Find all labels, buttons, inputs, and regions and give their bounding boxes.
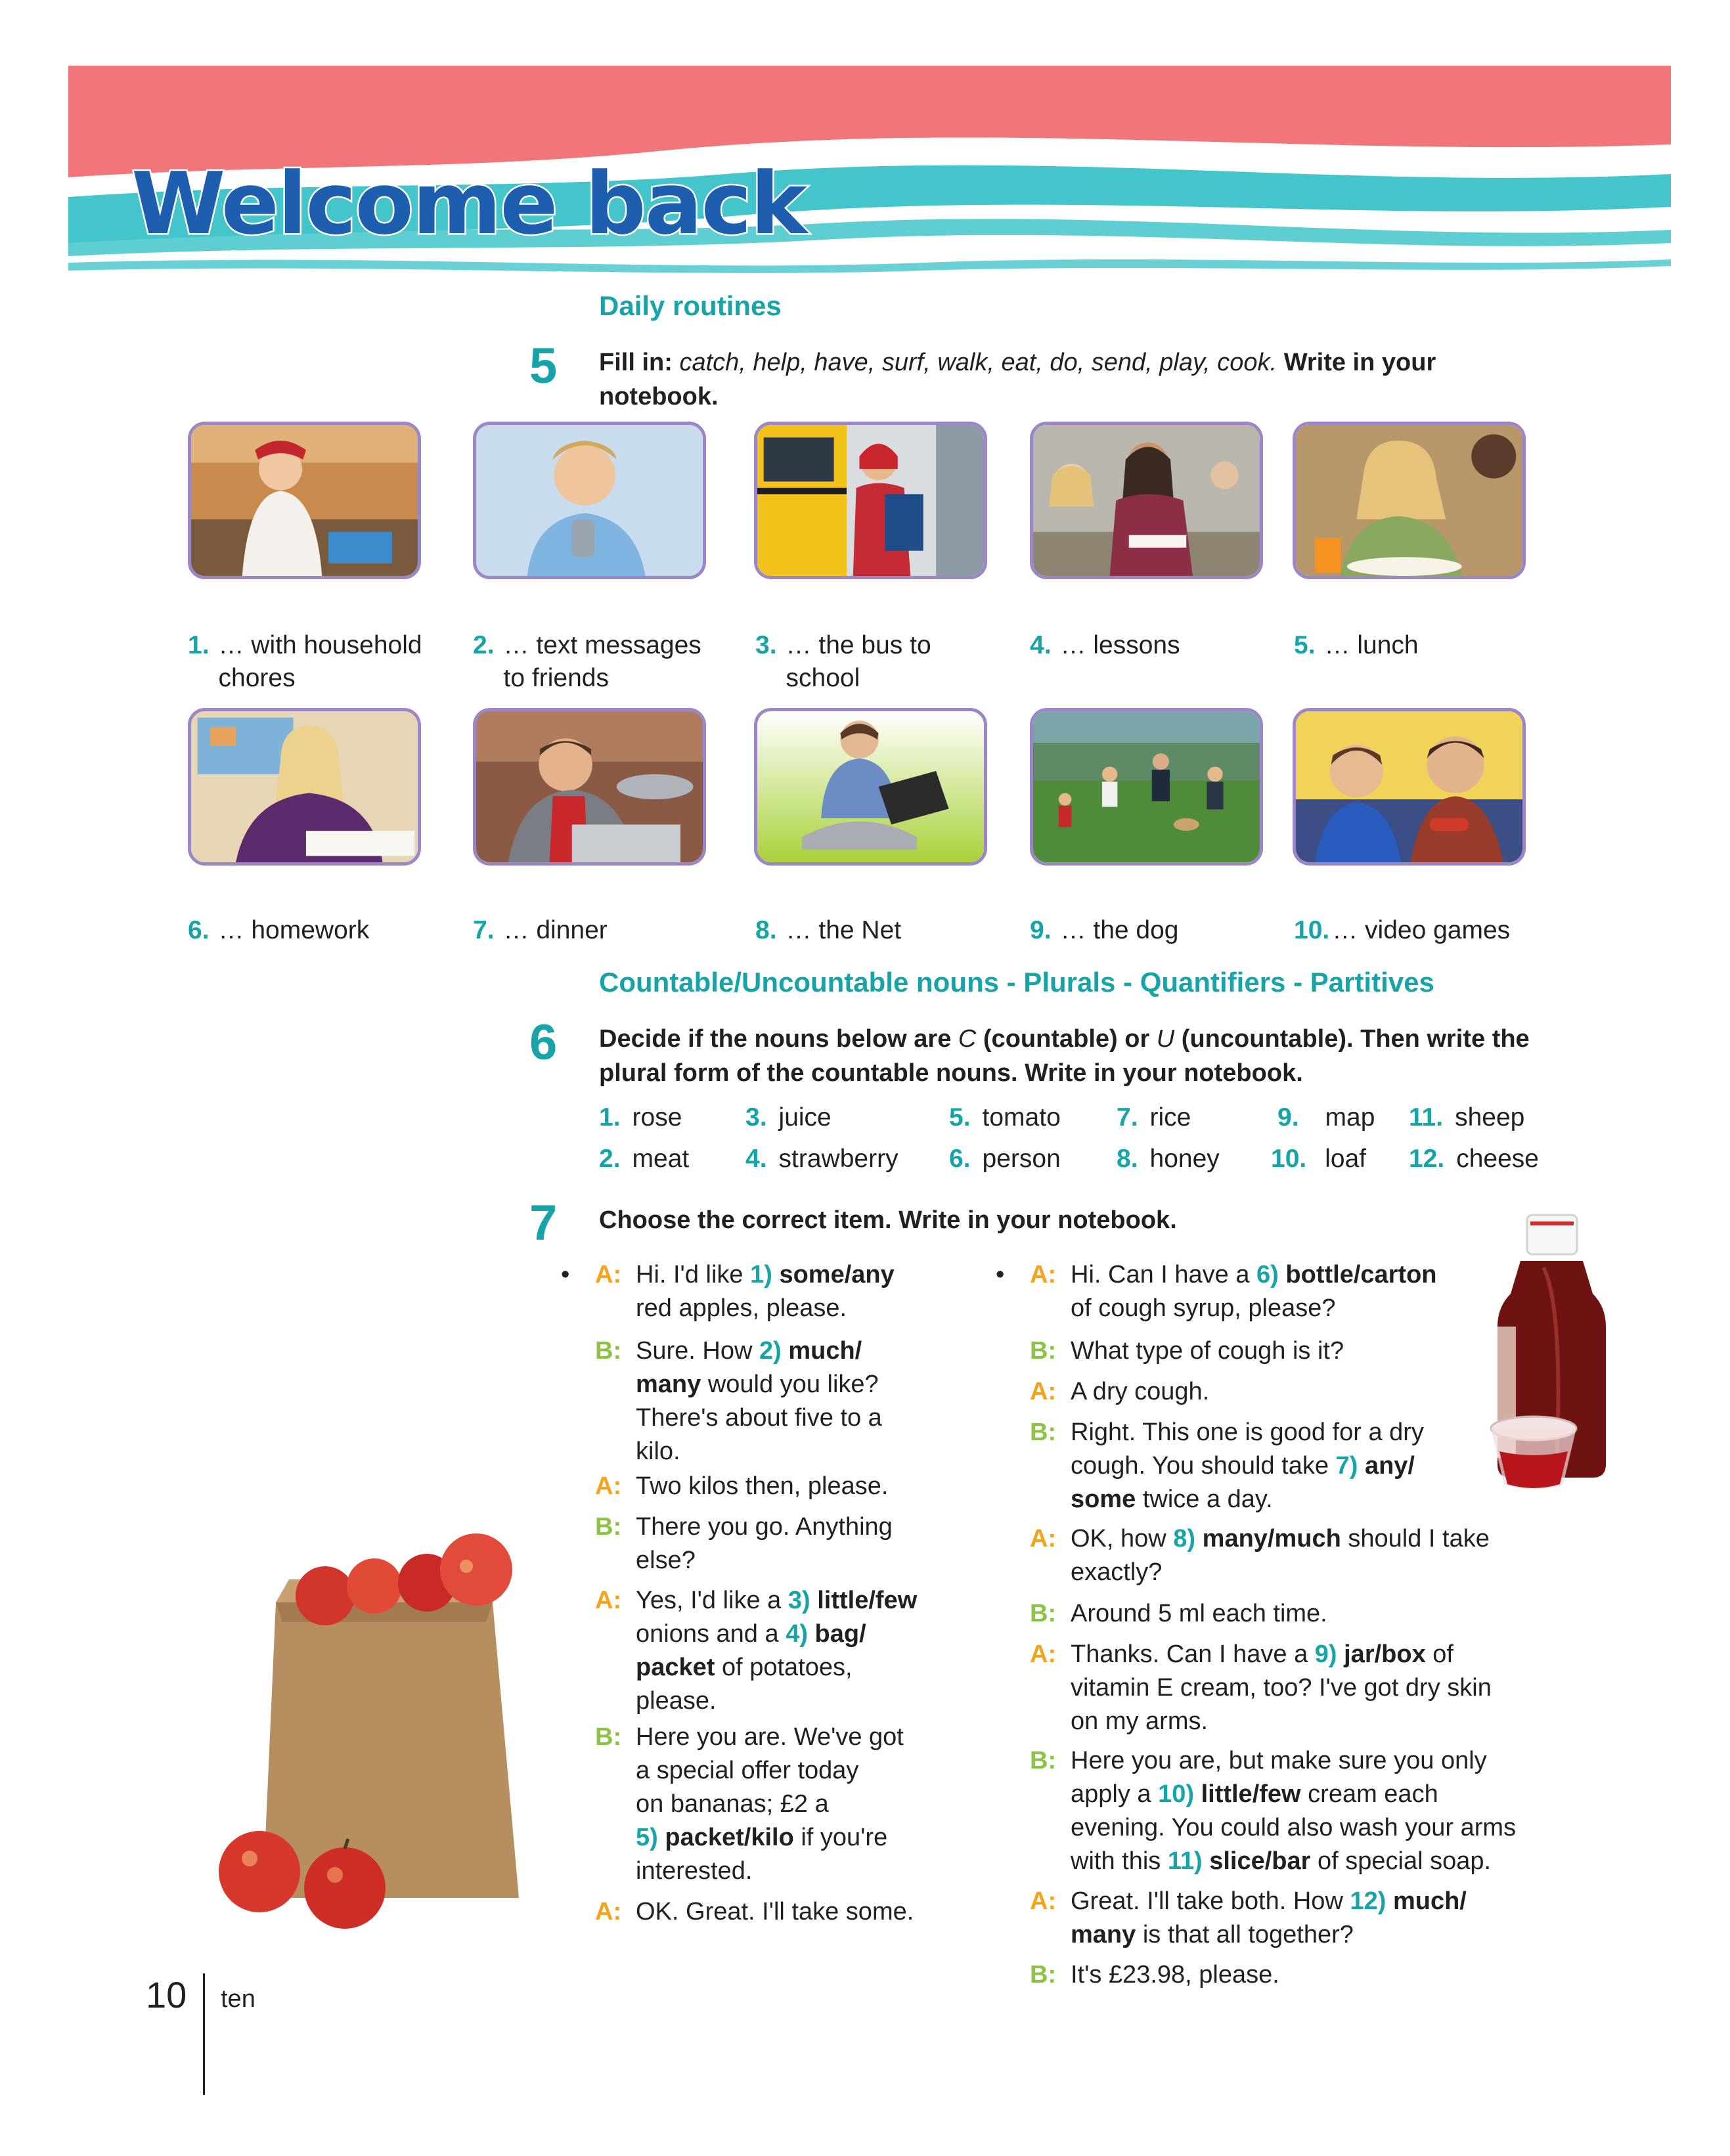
section-heading-nouns: Countable/Uncountable nouns - Plurals - Quantifiers - Partitives (599, 967, 1434, 998)
noun-12: 12. cheese (1409, 1145, 1539, 1173)
caption-8: 8. … the Net (755, 916, 902, 944)
noun-9: 9. map (1277, 1103, 1375, 1132)
noun-11: 11. sheep (1409, 1103, 1525, 1132)
photo-text-messages (473, 422, 706, 579)
caption-7: 7. … dinner (473, 916, 608, 944)
dialogue-right: • A: Hi. Can I have a 6) bottle/carton of cough syrup, please? B: What type of cough is it? A: A dry cough. B: Right. This one is good for a dry cough. You should take 7) any/ some twice a day. A: OK, how 8) many/much should I take exactly? B: Around 5 ml each time. A: Thanks. Can I have a 9) jar/box of vitamin E cream, too? I've got dry skin on my arms. B: Here you are, but make sure you only apply a 10) little/few cream each evening. You could also wash your arms with this 11) slice/bar of special soap. A: Great. I'll take both. How 12) much/ many is that all together? B: It's £23.98, please. (996, 1261, 1517, 1989)
photo-bus-to-school (754, 422, 987, 579)
page-title: Welcome back (131, 154, 807, 253)
exercise-number-7: 7 (529, 1195, 558, 1251)
exercise-6-instruction: Decide if the nouns below are C (countable) or U (uncountable). Then write the plural form of the countable nouns. Write in your notebook. (599, 1025, 1530, 1087)
caption-5: 5. … lunch (1294, 631, 1419, 659)
photo-lessons (1030, 422, 1263, 579)
page-number: 10 (146, 1974, 187, 2015)
caption-9: 9. … the dog (1030, 916, 1179, 944)
dialogue-left: • A: Hi. I'd like 1) some/any red apples, please. B: Sure. How 2) much/ many would you like? There's about five to a kilo. A: Two kilos then, please. B: There you go. Anything else? A: Yes, I'd like a 3) little/few onions and a 4) bag/ packet of potatoes, please. B: Here you are. We've got a special offer today on bananas; £2 a 5) packet/kilo if you're interested. A: OK. Great. I'll take some. (561, 1261, 918, 1925)
photo-the-net (754, 708, 987, 866)
noun-7: 7. rice (1117, 1103, 1191, 1132)
caption-1: 1. … with household chores (188, 631, 422, 692)
grocery-bag-apples-image (210, 1530, 578, 1937)
photo-homework (188, 708, 421, 866)
caption-4: 4. … lessons (1030, 631, 1180, 659)
caption-2: 2. … text messages to friends (473, 631, 701, 692)
caption-3: 3. … the bus to school (755, 631, 931, 692)
exercise-5-instruction: Fill in: catch, help, have, surf, walk, eat, do, send, play, cook. Write in your notebook. (599, 349, 1436, 410)
medicine-cup-image (1481, 1412, 1586, 1497)
noun-4: 4. strawberry (745, 1145, 898, 1173)
photo-dinner (473, 708, 706, 866)
footer-rule (203, 1973, 205, 2095)
caption-6: 6. … homework (188, 916, 370, 944)
exercise-7-instruction: Choose the correct item. Write in your notebook. (599, 1206, 1177, 1234)
page-number-word: ten (221, 1985, 255, 2013)
noun-10: 10. loaf (1271, 1145, 1367, 1173)
noun-1: 1. rose (599, 1103, 682, 1132)
section-heading-daily-routines: Daily routines (599, 290, 782, 321)
exercise-number-5: 5 (529, 338, 558, 394)
photo-lunch (1293, 422, 1526, 579)
noun-2: 2. meat (599, 1145, 690, 1173)
noun-6: 6. person (949, 1145, 1061, 1173)
noun-3: 3. juice (745, 1103, 832, 1132)
noun-5: 5. tomato (949, 1103, 1061, 1132)
noun-8: 8. honey (1117, 1145, 1220, 1173)
caption-10: 10. … video games (1294, 916, 1511, 944)
photo-video-games (1293, 708, 1526, 866)
photo-walk-the-dog (1030, 708, 1263, 866)
exercise-number-6: 6 (529, 1015, 558, 1070)
photo-household-chores (188, 422, 421, 579)
